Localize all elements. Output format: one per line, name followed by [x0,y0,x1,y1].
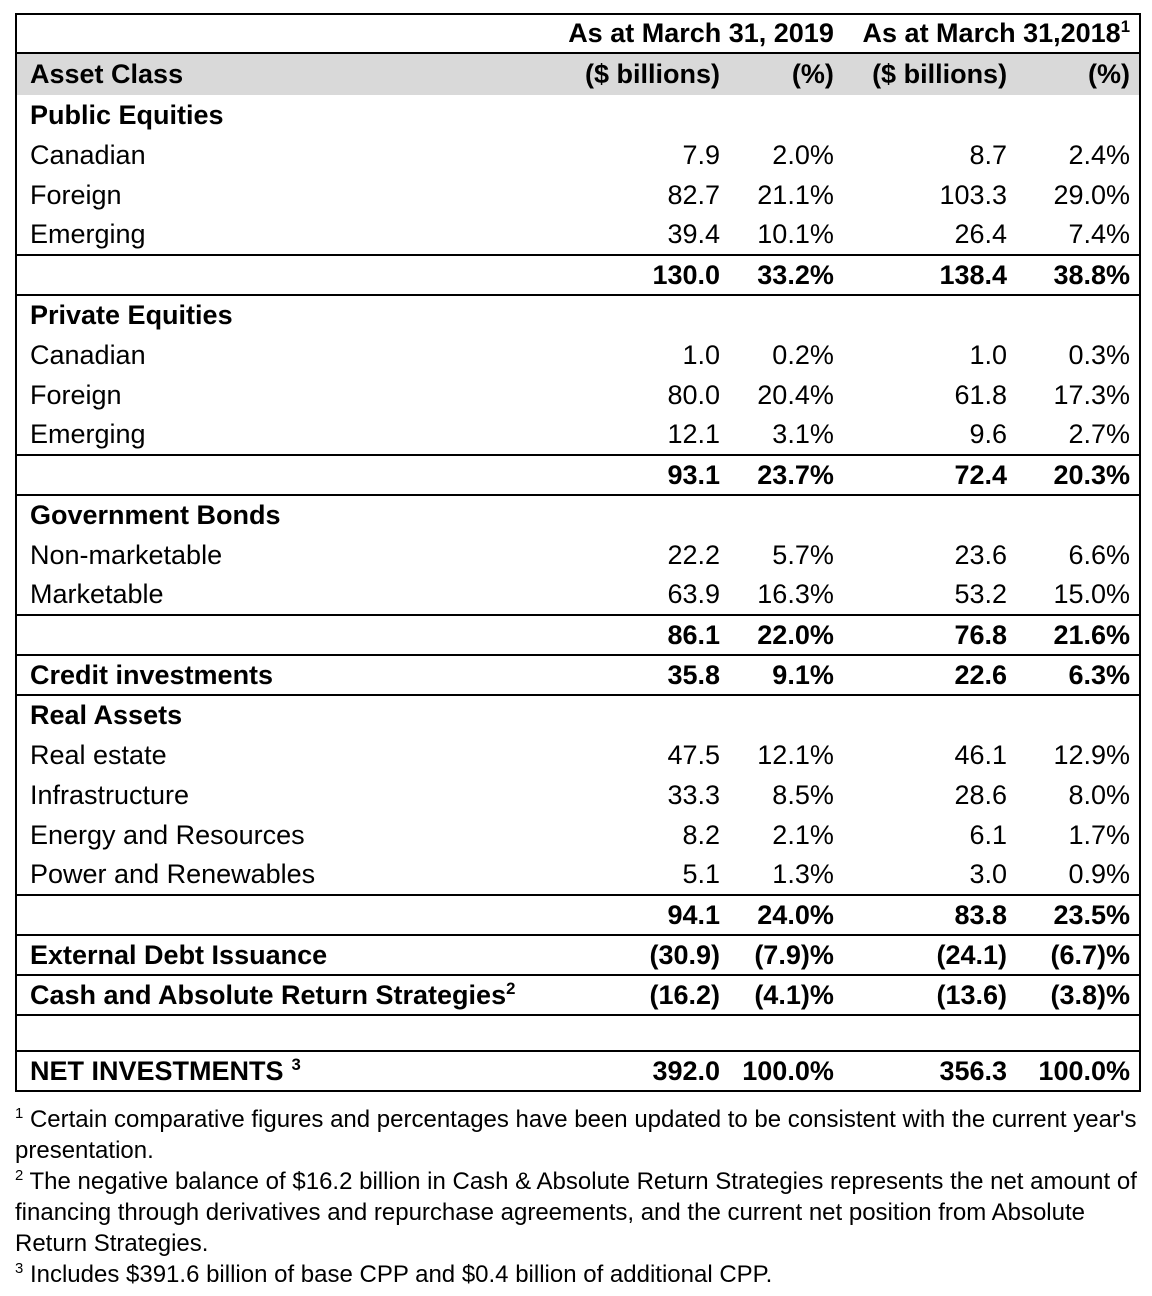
asset-class-cell: Foreign [30,179,122,210]
billions-2019-cell: 8.2 [682,819,721,850]
billions-2018-cell [840,495,1013,535]
pct-2018-cell: 29.0% [1053,179,1130,210]
pct-2019-cell: 2.1% [772,819,834,850]
table-row [16,575,1140,615]
pct-2019-cell: 16.3% [757,579,834,609]
pct-2018-cell: 20.3% [1013,455,1140,495]
pct-2018-cell: 17.3% [1053,379,1130,410]
billions-2018-cell: 46.1 [954,739,1008,770]
asset-class-cell: Infrastructure [30,779,190,810]
pct-2019-cell: 9.1% [726,655,840,695]
asset-class-cell [16,935,563,975]
pct-2019-cell: 3.1% [772,419,834,449]
pct-2018-cell: 6.6% [1068,539,1130,570]
year-2018-label: As at March 31,2018 [862,18,1121,48]
billions-2019-cell [563,495,726,535]
pct-2018-cell [1013,495,1140,535]
asset-class-cell: Foreign [30,379,122,410]
billions-2019-cell: 86.1 [563,615,726,655]
pct-2018-cell: 1.7% [1068,819,1130,850]
billions-2019-cell: 93.1 [563,455,726,495]
billions-2018-cell: 6.1 [969,819,1008,850]
subtotal-row [16,455,1140,495]
billions-2018-cell: 1.0 [969,339,1008,370]
billions-2018-cell: 138.4 [840,255,1013,295]
billions-2019-cell: 5.1 [682,859,721,889]
asset-class-cell: Public Equities [30,99,224,130]
asset-class-cell [16,655,563,695]
table-row [16,215,1140,255]
billions-2018-cell: 28.6 [954,779,1008,810]
pct-2019-cell: 5.7% [772,539,834,570]
billions-2019-cell: 82.7 [667,179,721,210]
asset-class-cell [16,255,563,295]
table-row [16,775,1140,815]
billions-2018-cell: 61.8 [954,379,1008,410]
pct-2019-cell: 24.0% [726,895,840,935]
table-row [16,535,1140,575]
row-label: NET INVESTMENTS [30,1055,284,1086]
billions-2019-cell: 33.3 [667,779,721,810]
subtotal-row [16,615,1140,655]
pct-2019-cell: 8.5% [772,779,834,810]
subtotal-row [16,255,1140,295]
total-row [16,975,1140,1015]
footnote-2-text: The negative balance of $16.2 billion in Cash & Absolute Return Strategies represents the net amount of financing through derivatives and repurchase agreements, and the current net position from Absolute Return Strategies. [15,1168,1137,1257]
billions-2019-cell: (16.2) [563,975,726,1015]
billions-2018-cell [840,95,1013,135]
table-row [16,855,1140,895]
billions-2019-cell [563,695,726,735]
pct-2018-cell: 0.9% [1068,859,1130,889]
pct-2018-cell: 0.3% [1068,339,1130,370]
billions-2019-cell: 80.0 [667,379,721,410]
billions-2019-cell: 35.8 [563,655,726,695]
asset-class-cell: Canadian [30,339,146,370]
asset-class-cell: Marketable [30,579,164,609]
section-row [16,695,1140,735]
pct-2018-cell [1013,295,1140,335]
pct-2018-cell: 2.4% [1068,139,1130,170]
section-row [16,95,1140,135]
section-row [16,495,1140,535]
pct-2018-cell: 100.0% [1013,1051,1140,1091]
billions-2019-cell [563,295,726,335]
billions-2018-cell: 8.7 [969,139,1008,170]
asset-class-cell: Power and Renewables [30,859,316,889]
pct-2018-cell: 7.4% [1068,219,1130,249]
asset-class-cell: Energy and Resources [30,819,305,850]
pct-2019-cell: 2.0% [772,139,834,170]
row-footnote-ref: 2 [506,978,516,998]
asset-class-cell [16,455,563,495]
row-footnote-ref: 3 [291,1054,301,1074]
billions-2018-cell: 72.4 [840,455,1013,495]
asset-class-cell: Real estate [30,739,167,770]
asset-class-cell [16,1051,563,1091]
year-2019-header [563,14,840,53]
asset-class-cell: Government Bonds [30,500,281,530]
pct-2019-cell: 100.0% [726,1051,840,1091]
billions-2019-cell: 1.0 [682,339,721,370]
asset-class-cell [16,895,563,935]
footnote-3-text: Includes $391.6 billion of base CPP and $0.4 billion of additional CPP. [29,1261,773,1288]
pct-2019-cell: 1.3% [772,859,834,889]
pct-2019-cell [726,695,840,735]
pct-2019-cell [726,95,840,135]
asset-class-table [15,13,1141,1092]
pct-2018-cell: 12.9% [1053,739,1130,770]
year-2018-footnote-ref: 1 [1120,17,1130,36]
footnote-1-text: Certain comparative figures and percentages have been updated to be consistent with the current year's presentation. [15,1106,1137,1164]
asset-class-cell: Emerging [30,419,146,449]
asset-class-cell: Private Equities [30,300,233,330]
asset-class-cell [16,615,563,655]
pct-2019-cell: 0.2% [772,339,834,370]
pct-2019-cell: 23.7% [726,455,840,495]
billions-2019-cell: 63.9 [667,579,721,609]
year-2018-header [840,14,1140,53]
total-row [16,935,1140,975]
asset-class-cell: Canadian [30,139,146,170]
billions-2019-cell: 22.2 [667,539,721,570]
subtotal-row [16,895,1140,935]
billions-2018-cell: 103.3 [939,179,1008,210]
pct-2018-header: (%) [1013,53,1140,95]
column-header-row [16,53,1140,95]
pct-2019-cell [726,295,840,335]
footnote-1-ref: 1 [15,1106,24,1122]
billions-2018-cell [840,295,1013,335]
section-row [16,295,1140,335]
pct-2019-cell: 12.1% [757,739,834,770]
asset-class-header: Asset Class [16,53,563,95]
billions-2018-cell: (13.6) [840,975,1013,1015]
empty-corner-cell [16,14,563,53]
pct-2019-cell [726,495,840,535]
pct-2018-cell [1013,95,1140,135]
billions-2018-cell: 3.0 [969,859,1008,889]
spacer-row [16,1015,1140,1051]
pct-2018-cell: 2.7% [1068,419,1130,449]
billions-2019-cell: 47.5 [667,739,721,770]
pct-2018-cell: (3.8)% [1013,975,1140,1015]
footnote-1 [15,1104,1137,1166]
spacer-cell [16,1015,1140,1051]
pct-2019-cell: 10.1% [757,219,834,249]
table-row [16,735,1140,775]
row-label: Cash and Absolute Return Strategies [30,979,507,1010]
billions-2018-cell: 83.8 [840,895,1013,935]
billions-2018-cell: 22.6 [840,655,1013,695]
table-row [16,415,1140,455]
billions-2019-cell: 94.1 [563,895,726,935]
table-row [16,135,1140,175]
row-label: External Debt Issuance [30,939,328,970]
billions-2019-cell: 12.1 [667,419,721,449]
pct-2019-cell: (7.9)% [726,935,840,975]
table-row [16,815,1140,855]
billions-2018-cell: (24.1) [840,935,1013,975]
billions-2019-cell: 392.0 [563,1051,726,1091]
table-row [16,335,1140,375]
pct-2019-cell: 20.4% [757,379,834,410]
billions-2018-cell: 53.2 [954,579,1008,609]
table-row [16,175,1140,215]
billions-2018-cell: 76.8 [840,615,1013,655]
pct-2018-cell: 8.0% [1068,779,1130,810]
pct-2019-cell: 22.0% [726,615,840,655]
pct-2018-cell: (6.7)% [1013,935,1140,975]
billions-2019-cell: (30.9) [563,935,726,975]
row-label: Credit investments [30,659,274,690]
table-row [16,375,1140,415]
pct-2018-cell: 15.0% [1053,579,1130,609]
pct-2018-cell: 6.3% [1013,655,1140,695]
billions-2019-cell: 7.9 [682,139,721,170]
billions-2018-header: ($ billions) [840,53,1013,95]
footnote-2 [15,1166,1137,1259]
billions-2018-cell: 23.6 [954,539,1008,570]
year-2019-label: As at March 31, 2019 [568,18,834,48]
asset-class-cell: Real Assets [30,700,183,730]
year-header-row [16,14,1140,53]
footnote-3-ref: 3 [15,1261,24,1277]
pct-2019-header: (%) [726,53,840,95]
pct-2018-cell: 38.8% [1013,255,1140,295]
billions-2019-header: ($ billions) [563,53,726,95]
pct-2019-cell: 21.1% [757,179,834,210]
net-investments-row [16,1051,1140,1091]
pct-2019-cell: 33.2% [726,255,840,295]
billions-2018-cell [840,695,1013,735]
billions-2019-cell [563,95,726,135]
billions-2019-cell: 130.0 [563,255,726,295]
total-row [16,655,1140,695]
footnotes [15,1104,1137,1290]
billions-2018-cell: 26.4 [954,219,1008,249]
pct-2018-cell: 21.6% [1013,615,1140,655]
asset-class-cell [16,975,563,1015]
pct-2019-cell: (4.1)% [726,975,840,1015]
footnote-3 [15,1259,1137,1290]
pct-2018-cell: 23.5% [1013,895,1140,935]
billions-2018-cell: 356.3 [840,1051,1013,1091]
footnote-2-ref: 2 [15,1168,24,1184]
asset-class-cell: Non-marketable [30,539,223,570]
billions-2019-cell: 39.4 [667,219,721,249]
pct-2018-cell [1013,695,1140,735]
asset-class-cell: Emerging [30,219,146,249]
billions-2018-cell: 9.6 [969,419,1008,449]
